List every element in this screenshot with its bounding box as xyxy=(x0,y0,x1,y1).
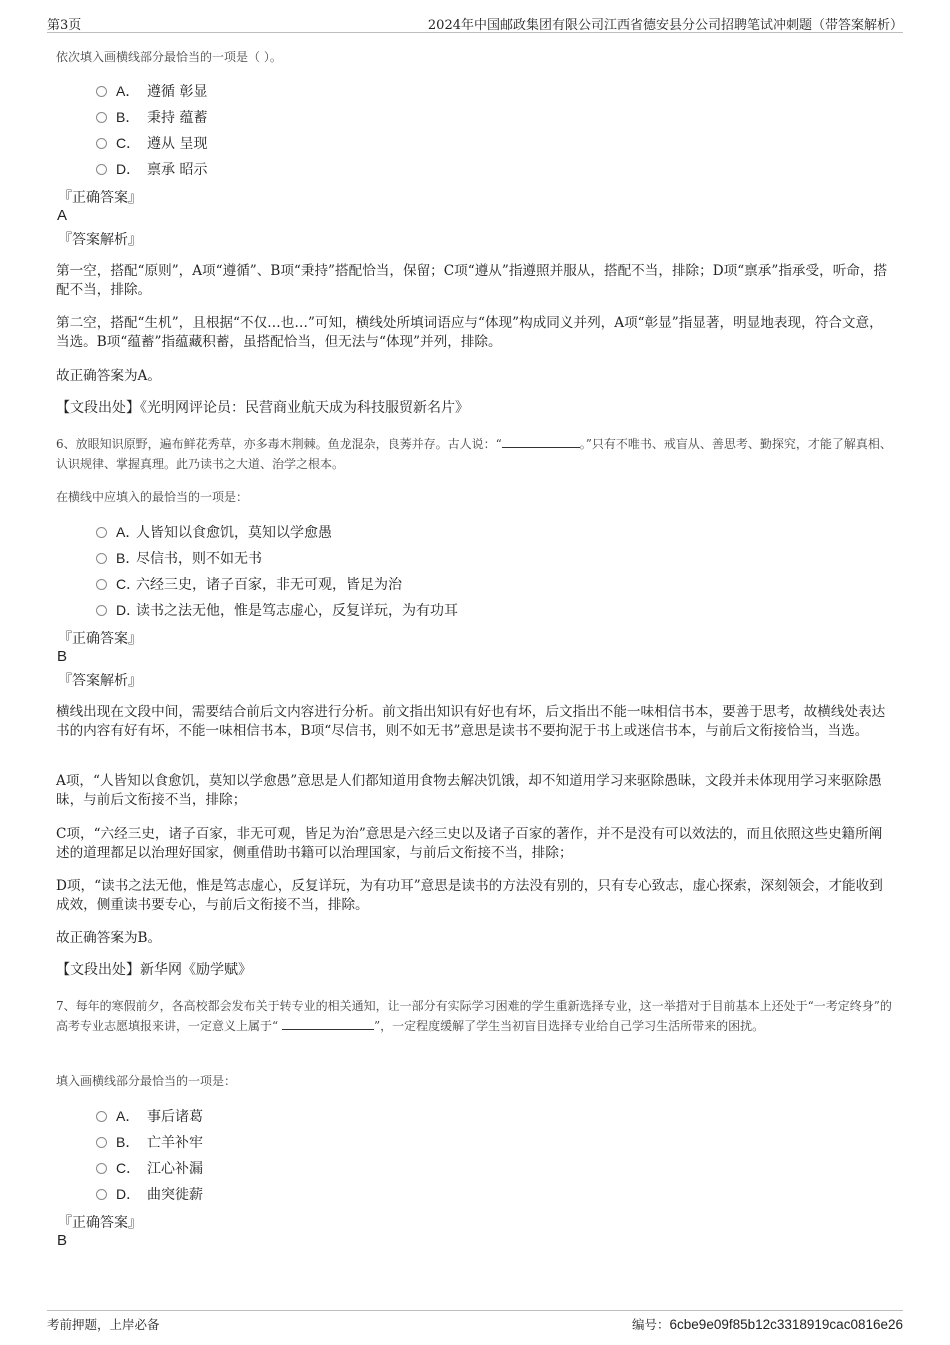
q5-analysis-label: 『答案解析』 xyxy=(58,232,142,248)
q6-analysis-paragraph: C项，“六经三史，诸子百家，非无可观，皆足为治”意思是六经三史以及诸子百家的著作，并不是没有可以效法的，而且依照这些史籍所阐述的道理都足以治理好国家，侧重借助书籍可以治理国家，与前后文衔接不当，排除； xyxy=(56,826,883,861)
q5-analysis-paragraph: 第二空，搭配“生机”，且根据“不仅…也…”可知，横线处所填词语应与“体现”构成同义并列，A项“彰显”指显著，明显地表现，符合文意，当选。B项“蕴蓄”指蕴藏积蓄，虽搭配恰当，但无法与“体现”并列，排除。 xyxy=(56,315,883,350)
q5-answer-label: 『正确答案』 xyxy=(58,190,142,206)
q6-option-b[interactable]: B．尽信书，则不如无书 xyxy=(96,548,262,569)
q6-analysis-paragraph: A项，“人皆知以食愈饥，莫知以学愈愚”意思是人们都知道用食物去解决饥饿，却不知道用学习来驱除愚昧，文段并未体现用学习来驱除愚昧，与前后文衔接不当，排除； xyxy=(56,773,882,808)
q6-option-a[interactable]: A．人皆知以食愈饥，莫知以学愈愚 xyxy=(96,522,332,543)
q6-analysis-label: 『答案解析』 xyxy=(58,673,142,689)
page-footer xyxy=(47,1310,903,1341)
q7-option-a[interactable]: A． 事后诸葛 xyxy=(96,1106,203,1127)
q6-stem: 6、放眼知识原野，遍布鲜花秀草，亦多毒木荆棘。鱼龙混杂，良莠并存。古人说：“ 。”只有不唯书、戒盲从、善思考、勤探究，才能了解真相、认识规律、掌握真理。此乃读书之大道、治学之根本。 xyxy=(56,437,892,471)
document-title: 2024年中国邮政集团有限公司江西省德安县分公司招聘笔试冲刺题（带答案解析） xyxy=(427,18,903,33)
footer-slogan: 考前押题，上岸必备 xyxy=(47,1317,160,1332)
document-code: 编号：6cbe9e09f85b12c3318919cac0816e26 xyxy=(632,1317,903,1332)
q5-source: 【文段出处】《光明网评论员：民营商业航天成为科技服贸新名片》 xyxy=(56,400,469,416)
q5-answer: A xyxy=(57,207,68,224)
radio-icon[interactable] xyxy=(96,1163,107,1174)
q7-sub-prompt: 填入画横线部分最恰当的一项是： xyxy=(56,1074,237,1088)
q5-option-c[interactable]: C． 遵从 呈现 xyxy=(96,133,207,154)
radio-icon[interactable] xyxy=(96,112,107,123)
q5-analysis-paragraph: 第一空，搭配“原则”，A项“遵循”、B项“秉持”搭配恰当，保留；C项“遵从”指遵照并服从，搭配不当，排除；D项“禀承”指承受，听命，搭配不当，排除。 xyxy=(56,263,888,298)
q5-option-b[interactable]: B． 秉持 蕴蓄 xyxy=(96,107,207,128)
radio-icon[interactable] xyxy=(96,1111,107,1122)
radio-icon[interactable] xyxy=(96,164,107,175)
page-number: 第3页 xyxy=(47,18,82,33)
radio-icon[interactable] xyxy=(96,86,107,97)
q6-answer: B xyxy=(57,648,68,665)
radio-icon[interactable] xyxy=(96,605,107,616)
radio-icon[interactable] xyxy=(96,553,107,564)
q7-option-d[interactable]: D． 曲突徙薪 xyxy=(96,1184,203,1205)
q5-analysis-conclusion: 故正确答案为A。 xyxy=(56,368,161,384)
q7-fill-blank xyxy=(282,1017,374,1030)
q7-answer: B xyxy=(57,1232,68,1249)
q6-analysis-paragraph: 横线出现在文段中间，需要结合前后文内容进行分析。前文指出知识有好也有坏，后文指出不能一味相信书本，要善于思考，故横线处表达书的内容有好有坏，不能一味相信书本，B项“尽信书，则不如无书”意思是读书不要拘泥于书上或迷信书本，与前后文衔接恰当，当选。 xyxy=(56,704,886,739)
q5-sub-prompt: 依次填入画横线部分最恰当的一项是（ ）。 xyxy=(56,50,282,64)
q6-source: 【文段出处】新华网《励学赋》 xyxy=(56,962,252,978)
q6-sub-prompt: 在横线中应填入的最恰当的一项是： xyxy=(56,490,249,504)
q5-option-a[interactable]: A． 遵循 彰显 xyxy=(96,81,207,102)
q7-stem: 7、每年的寒假前夕，各高校都会发布关于转专业的相关通知，让一部分有实际学习困难的学生重新选择专业，这一举措对于目前基本上还处于“一考定终身”的高考专业志愿填报来讲，一定意义上属于“ ”，一定程度缓解了学生当初盲目选择专业给自己学习生活所带来的困扰。 xyxy=(56,999,892,1033)
q6-option-c[interactable]: C．六经三史，诸子百家，非无可观，皆足为治 xyxy=(96,574,402,595)
q6-option-d[interactable]: D．读书之法无他，惟是笃志虚心，反复详玩，为有功耳 xyxy=(96,600,458,621)
radio-icon[interactable] xyxy=(96,138,107,149)
radio-icon[interactable] xyxy=(96,1189,107,1200)
q6-analysis-paragraph: D项，“读书之法无他，惟是笃志虚心，反复详玩，为有功耳”意思是读书的方法没有别的，只有专心致志，虚心探索，深刻领会，才能收到成效，侧重读书要专心，与前后文衔接不当，排除。 xyxy=(56,878,883,913)
radio-icon[interactable] xyxy=(96,1137,107,1148)
q5-option-d[interactable]: D． 禀承 昭示 xyxy=(96,159,207,180)
radio-icon[interactable] xyxy=(96,579,107,590)
q7-option-b[interactable]: B． 亡羊补牢 xyxy=(96,1132,203,1153)
q6-analysis-conclusion: 故正确答案为B。 xyxy=(56,930,162,946)
q6-fill-blank xyxy=(502,435,580,448)
q7-answer-label: 『正确答案』 xyxy=(58,1215,142,1231)
page-header xyxy=(47,12,903,33)
q7-option-c[interactable]: C． 江心补漏 xyxy=(96,1158,203,1179)
q6-answer-label: 『正确答案』 xyxy=(58,631,142,647)
radio-icon[interactable] xyxy=(96,527,107,538)
